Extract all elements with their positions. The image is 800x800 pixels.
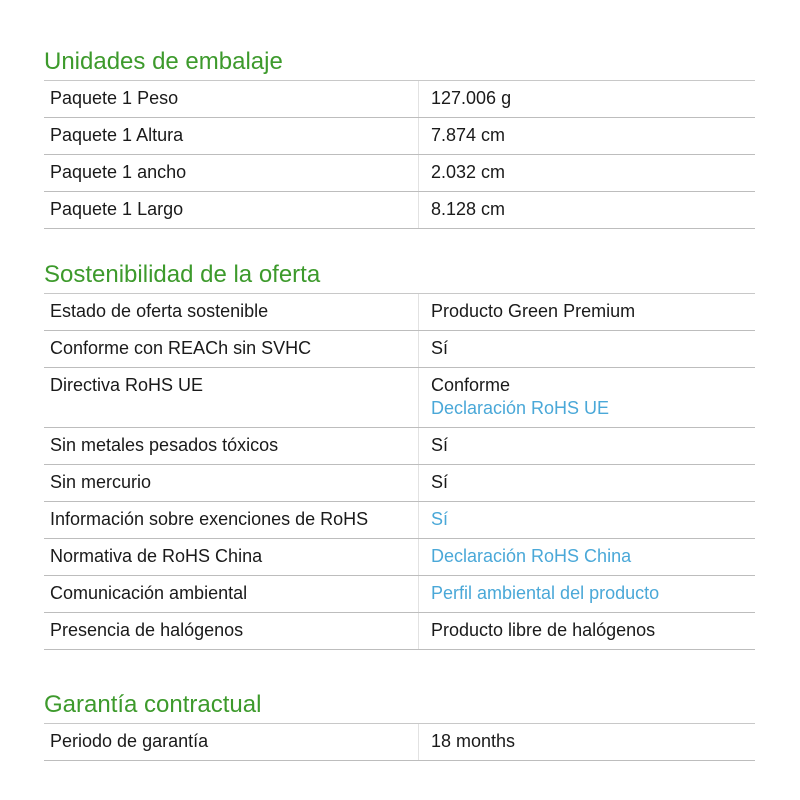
row-label: Periodo de garantía: [44, 724, 419, 761]
row-value: 127.006 g: [419, 81, 756, 118]
sustainability-section: [44, 261, 755, 650]
row-value: Conforme: [431, 375, 511, 395]
row-value: 2.032 cm: [419, 155, 756, 192]
row-label: Estado de oferta sostenible: [44, 294, 419, 331]
rohs-exemptions-link[interactable]: Sí: [431, 509, 449, 529]
sustainability-title: Sostenibilidad de la oferta: [44, 261, 755, 294]
table-row: [44, 613, 755, 650]
packaging-section: [44, 48, 755, 229]
row-value: Sí: [419, 465, 756, 502]
row-value-cell: [419, 576, 756, 613]
table-row: [44, 502, 755, 539]
row-label: Paquete 1 Peso: [44, 81, 419, 118]
table-row: [44, 539, 755, 576]
row-label: Paquete 1 Largo: [44, 192, 419, 229]
table-row: [44, 428, 755, 465]
row-label: Normativa de RoHS China: [44, 539, 419, 576]
row-label: Paquete 1 Altura: [44, 118, 419, 155]
row-label: Sin metales pesados tóxicos: [44, 428, 419, 465]
rohs-eu-declaration-link[interactable]: Declaración RoHS UE: [431, 398, 610, 418]
row-label: Paquete 1 ancho: [44, 155, 419, 192]
warranty-table: [44, 724, 755, 761]
table-row: [44, 465, 755, 502]
table-row: [44, 576, 755, 613]
table-row: [44, 155, 755, 192]
row-value: 7.874 cm: [419, 118, 756, 155]
rohs-china-declaration-link[interactable]: Declaración RoHS China: [431, 546, 632, 566]
row-value: Sí: [419, 331, 756, 368]
table-row: [44, 724, 755, 761]
row-label: Comunicación ambiental: [44, 576, 419, 613]
warranty-section: [44, 691, 755, 761]
table-row: [44, 118, 755, 155]
row-label: Sin mercurio: [44, 465, 419, 502]
row-label: Conforme con REACh sin SVHC: [44, 331, 419, 368]
warranty-title: Garantía contractual: [44, 691, 755, 724]
row-value-cell: [419, 539, 756, 576]
row-label: Información sobre exenciones de RoHS: [44, 502, 419, 539]
table-row: [44, 81, 755, 118]
table-row: [44, 192, 755, 229]
row-value: Producto Green Premium: [419, 294, 756, 331]
packaging-title: Unidades de embalaje: [44, 48, 755, 81]
row-value-cell: [419, 368, 756, 428]
row-label: Presencia de halógenos: [44, 613, 419, 650]
environmental-profile-link[interactable]: Perfil ambiental del producto: [431, 583, 660, 603]
row-value: Sí: [419, 428, 756, 465]
table-row: [44, 368, 755, 428]
table-row: [44, 331, 755, 368]
table-row: [44, 294, 755, 331]
row-label: Directiva RoHS UE: [44, 368, 419, 428]
sustainability-table: [44, 294, 755, 650]
packaging-table: [44, 81, 755, 229]
row-value: Producto libre de halógenos: [419, 613, 756, 650]
row-value: 18 months: [419, 724, 756, 761]
row-value-cell: [419, 502, 756, 539]
row-value: 8.128 cm: [419, 192, 756, 229]
